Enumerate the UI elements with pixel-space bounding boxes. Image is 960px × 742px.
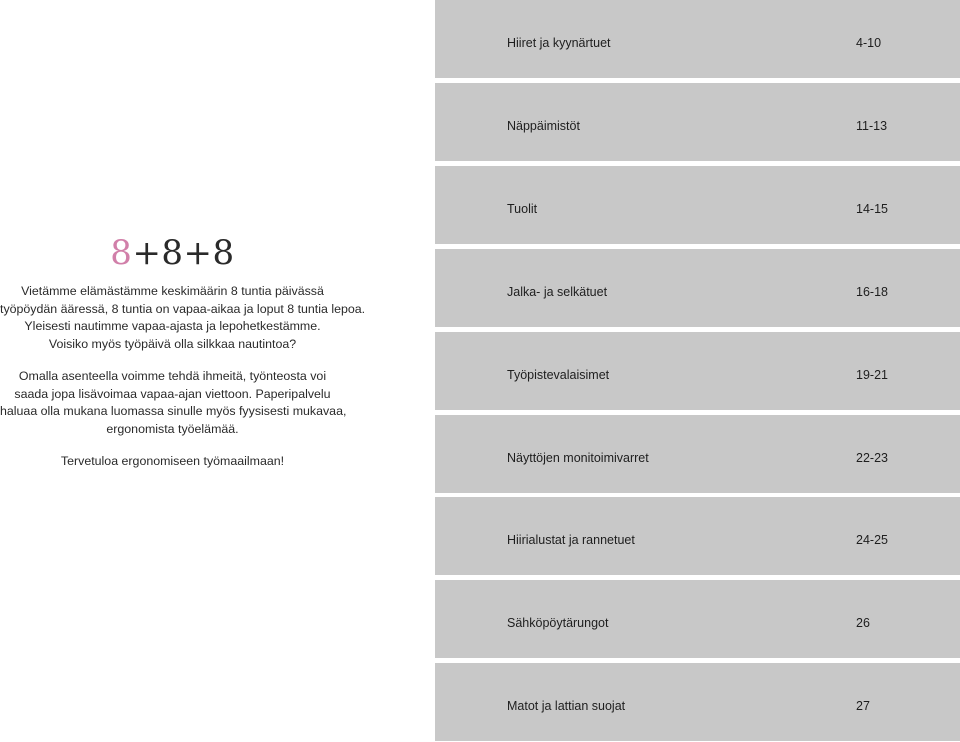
- toc-item-pages: 19-21: [856, 368, 888, 382]
- headline-accent: 8: [110, 233, 133, 273]
- toc-item-label: Jalka- ja selkätuet: [507, 285, 608, 299]
- paragraph-line: Yleisesti nautimme vapaa-ajasta ja lepohetkestämme.: [24, 319, 321, 333]
- toc-item-label: Hiirialustat ja rannetuet: [507, 533, 635, 547]
- headline: [0, 233, 345, 273]
- intro-paragraph-1: [0, 283, 366, 353]
- paragraph-line: Tervetuloa ergonomiseen työmaailmaan!: [60, 454, 285, 468]
- intro-column: [0, 0, 366, 742]
- toc-item-pages: 16-18: [856, 285, 888, 299]
- toc-item-pages: 26: [856, 616, 870, 630]
- toc-item-label: Hiiret ja kyynärtuet: [507, 36, 611, 50]
- toc-item-hiirialustat[interactable]: [435, 497, 960, 575]
- toc-item-pages: 22-23: [856, 451, 888, 465]
- toc-item-label: Työpistevalaisimet: [507, 368, 610, 382]
- toc-item-label: Matot ja lattian suojat: [507, 699, 626, 713]
- toc-item-pages: 14-15: [856, 202, 888, 216]
- toc-item-jalka-selkatuet[interactable]: [435, 249, 960, 327]
- paragraph-line: Voisiko myös työpäivä olla silkkaa nautintoa?: [48, 336, 297, 351]
- toc-item-sahkopoytarungot[interactable]: [435, 580, 960, 658]
- toc-item-pages: 24-25: [856, 533, 888, 547]
- paragraph-line: saada jopa lisävoimaa vapaa-ajan viettoon. Paperipalvelu: [14, 386, 331, 401]
- toc-item-tuolit[interactable]: [435, 166, 960, 244]
- toc-item-matot[interactable]: [435, 663, 960, 741]
- paragraph-line: työpöydän ääressä, 8 tuntia on vapaa-aikaa ja loput 8 tuntia lepoa.: [0, 301, 366, 316]
- intro-paragraph-3: [0, 453, 345, 471]
- toc-item-pages: 4-10: [856, 36, 882, 50]
- toc-item-label: Näyttöjen monitoimivarret: [507, 451, 649, 465]
- toc-item-label: Tuolit: [507, 202, 538, 216]
- toc-item-label: Näppäimistöt: [507, 119, 580, 133]
- toc-item-label: Sähköpöytärungot: [507, 616, 609, 630]
- headline-rest: +8+8: [132, 233, 235, 273]
- toc-item-pages: 11-13: [856, 119, 888, 133]
- toc-item-tyopistevalaisimet[interactable]: [435, 332, 960, 410]
- table-of-contents: [435, 0, 960, 742]
- intro-paragraph-2: [0, 368, 345, 438]
- paragraph-line: Omalla asenteella voimme tehdä ihmeitä, työnteosta voi: [18, 369, 327, 383]
- paragraph-line: Vietämme elämästämme keskimäärin 8 tuntia päivässä: [21, 284, 324, 298]
- toc-item-nappaimistot[interactable]: [435, 83, 960, 161]
- paragraph-line: haluaa olla mukana luomassa sinulle myös fyysisesti mukavaa,: [0, 404, 347, 418]
- toc-item-pages: 27: [856, 699, 870, 713]
- paragraph-line: ergonomista työelämää.: [106, 421, 239, 436]
- toc-item-hiiret[interactable]: [435, 0, 960, 78]
- toc-item-monitoimivarret[interactable]: [435, 415, 960, 493]
